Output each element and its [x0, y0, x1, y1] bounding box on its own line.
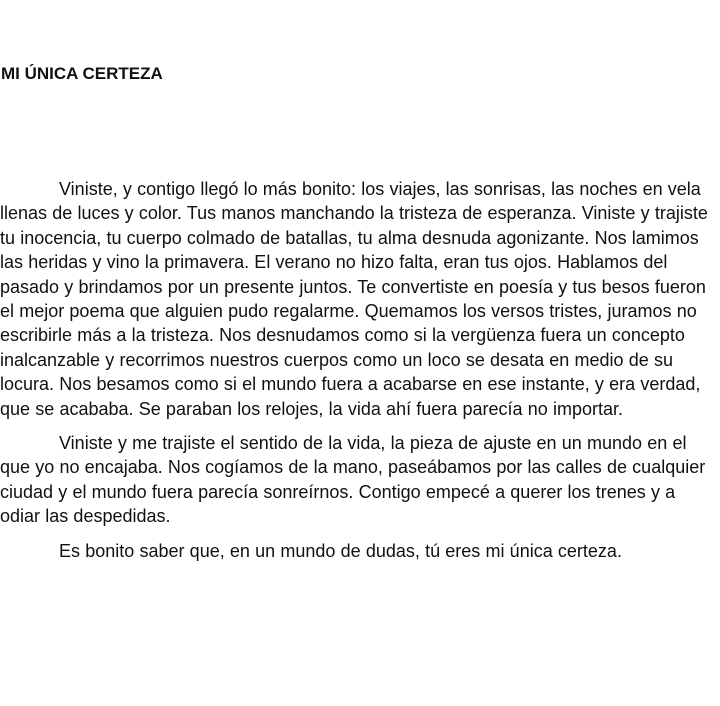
paragraph: Es bonito saber que, en un mundo de dudas, tú eres mi única certeza.: [59, 540, 622, 561]
paragraph: Viniste y me trajiste el sentido de la vida, la pieza de ajuste en un mundo en el que yo no encajaba. Nos cogíamos de la mano, paseábamos por las calles de cualquier ciudad y el mundo fuera parecía sonreírnos. Contigo empecé a querer los trenes y a odiar las despedidas.: [0, 433, 706, 527]
document-title: MI ÚNICA CERTEZA: [1, 64, 163, 83]
paragraph: Viniste, y contigo llegó lo más bonito: los viajes, las sonrisas, las noches en vela llenas de luces y color. Tus manos manchando la tristeza de esperanza. Viniste y trajiste tu inocencia, tu cuerpo colmado de batallas, tu alma desnuda agonizante. Nos lamimos las heridas y vino la primavera. El verano no hizo falta, eran tus ojos. Hablamos del pasado y brindamos por un presente juntos. Te convertiste en poesía y tus besos fueron el mejor poema que alguien pudo regalarme. Quemamos los versos tristes, juramos no escribirle más a la tristeza. Nos desnudamos como si la vergüenza fuera un concepto inalcanzable y recorrimos nuestros cuerpos como un loco se desata en medio de su locura. Nos besamos como si el mundo fuera a acabarse en ese instante, y era verdad, que se acababa. Se paraban los relojes, la vida ahí fuera parecía no importar.: [0, 179, 708, 419]
document-body: [0, 177, 718, 573]
